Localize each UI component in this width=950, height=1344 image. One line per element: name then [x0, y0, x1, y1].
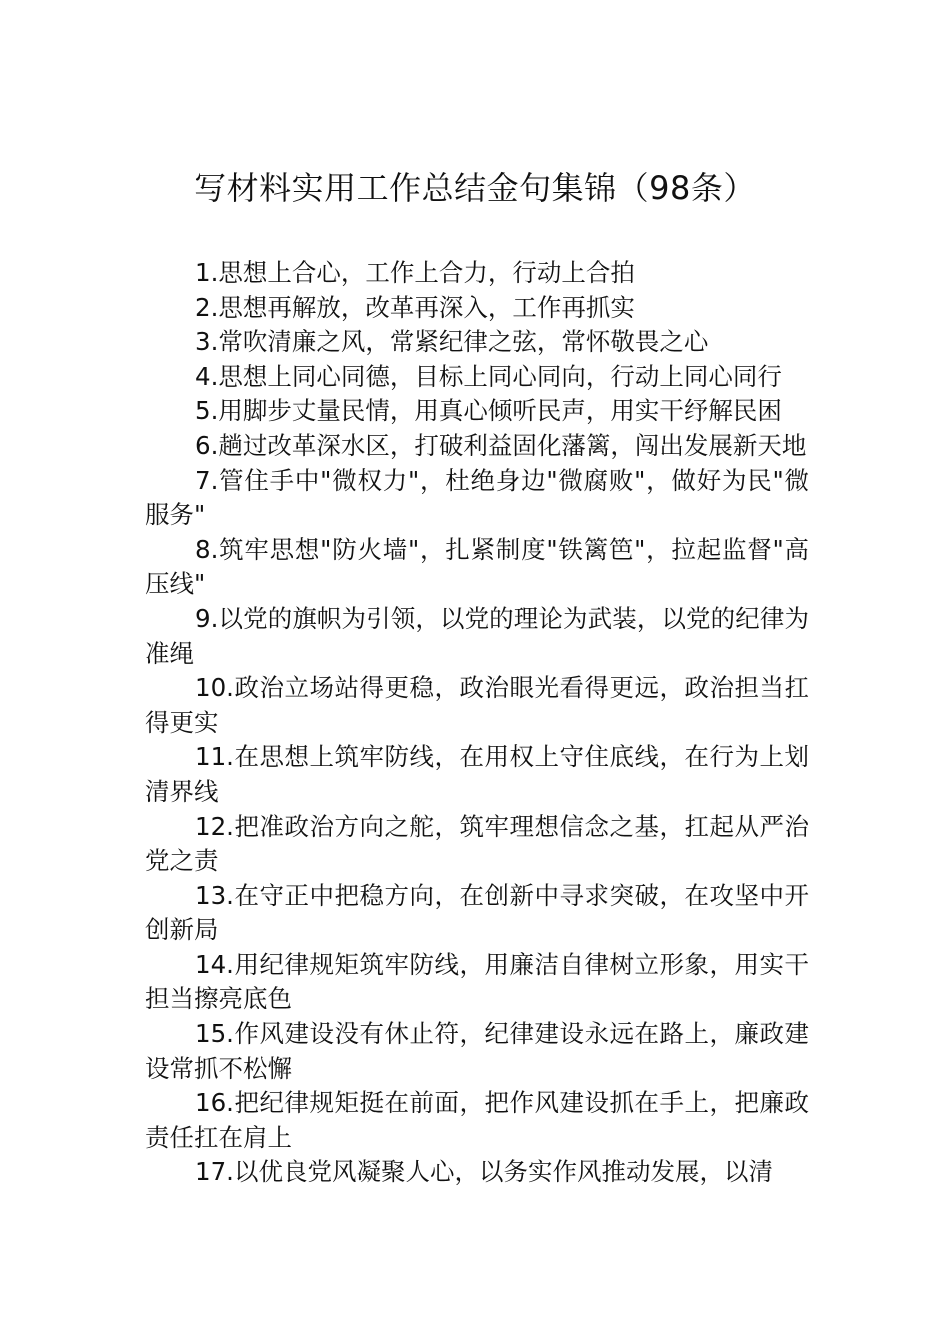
list-item: 17.以优良党风凝聚人心，以务实作风推动发展，以清 [195, 1157, 773, 1187]
list-item: 7.管住手中"微权力"，杜绝身边"微腐败"，做好为民"微服务" [145, 465, 809, 530]
list-item: 5.用脚步丈量民情，用真心倾听民声，用实干纾解民困 [195, 396, 782, 426]
list-item: 2.思想再解放，改革再深入，工作再抓实 [195, 292, 635, 322]
list-item: 16.把纪律规矩挺在前面，把作风建设抓在手上，把廉政责任扛在肩上 [145, 1088, 809, 1152]
document-body [145, 256, 809, 1190]
list-item: 3.常吹清廉之风，常紧纪律之弦，常怀敬畏之心 [195, 327, 709, 357]
list-item: 13.在守正中把稳方向，在创新中寻求突破，在攻坚中开创新局 [145, 880, 809, 945]
list-item: 8.筑牢思想"防火墙"，扎紧制度"铁篱笆"，拉起监督"高压线" [145, 534, 809, 599]
list-item: 1.思想上合心，工作上合力，行动上合拍 [195, 258, 635, 287]
document-title: 写材料实用工作总结金句集锦（98条） [194, 169, 756, 207]
list-item: 15.作风建设没有休止符，纪律建设永远在路上，廉政建设常抓不松懈 [145, 1019, 809, 1083]
list-item: 6.趟过改革深水区，打破利益固化藩篱，闯出发展新天地 [195, 430, 807, 460]
list-item: 10.政治立场站得更稳，政治眼光看得更远，政治担当扛得更实 [145, 673, 809, 737]
list-item: 4.思想上同心同德，目标上同心同向，行动上同心同行 [195, 361, 782, 391]
list-item: 9.以党的旗帜为引领，以党的理论为武装，以党的纪律为准绳 [145, 603, 809, 668]
list-item: 12.把准政治方向之舵，筑牢理想信念之基，扛起从严治党之责 [145, 811, 809, 876]
list-item: 11.在思想上筑牢防线，在用权上守住底线，在行为上划清界线 [145, 742, 809, 806]
list-item: 14.用纪律规矩筑牢防线，用廉洁自律树立形象，用实干担当擦亮底色 [145, 949, 809, 1014]
